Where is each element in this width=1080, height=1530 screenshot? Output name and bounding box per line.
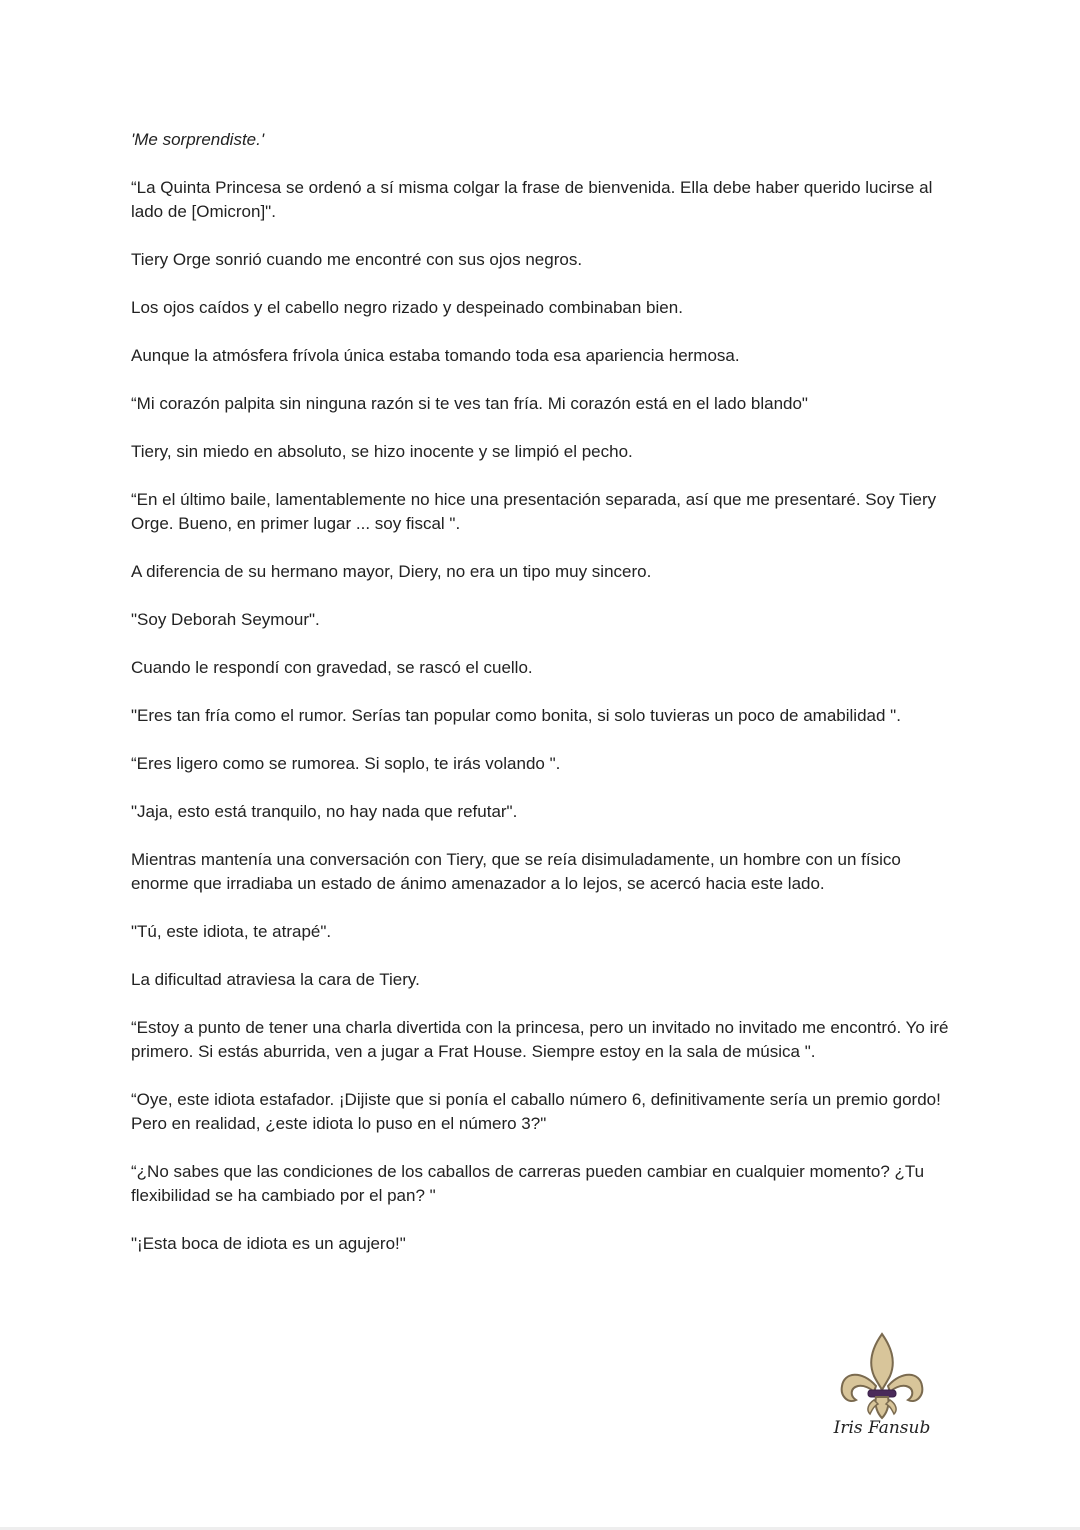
paragraph: "Tú, este idiota, te atrapé".: [131, 922, 332, 941]
paragraph: Mientras mantenía una conversación con Tiery, que se reía disimuladamente, un hombre con un físico enorme que irradiaba un estado de ánimo amenazador a lo lejos, se acercó hacia este lado.: [131, 850, 901, 893]
paragraph: "¡Esta boca de idiota es un agujero!": [131, 1234, 406, 1253]
paragraph: La dificultad atraviesa la cara de Tiery.: [131, 970, 420, 989]
paragraph: Cuando le respondí con gravedad, se rascó el cuello.: [131, 658, 533, 677]
paragraph: Tiery Orge sonrió cuando me encontré con sus ojos negros.: [131, 250, 583, 269]
paragraph: “La Quinta Princesa se ordenó a sí misma colgar la frase de bienvenida. Ella debe haber querido lucirse al lado de [Omicron]".: [131, 178, 933, 221]
paragraph: "Soy Deborah Seymour".: [131, 610, 320, 629]
paragraph: Aunque la atmósfera frívola única estaba tomando toda esa apariencia hermosa.: [131, 346, 740, 365]
paragraph: “Oye, este idiota estafador. ¡Dijiste que si ponía el caballo número 6, definitivamente sería un premio gordo! Pero en realidad, ¿este idiota lo puso en el número 3?": [131, 1090, 941, 1133]
watermark-logo: [832, 1330, 932, 1445]
watermark-text: Iris Fansub: [833, 1418, 931, 1438]
paragraph: "Eres tan fría como el rumor. Serías tan popular como bonita, si solo tuvieras un poco de amabilidad ".: [131, 706, 901, 725]
paragraph: Tiery, sin miedo en absoluto, se hizo inocente y se limpió el pecho.: [131, 442, 633, 461]
paragraph: “Mi corazón palpita sin ninguna razón si te ves tan fría. Mi corazón está en el lado blando": [131, 394, 808, 413]
paragraph: 'Me sorprendiste.': [131, 130, 265, 149]
paragraph: A diferencia de su hermano mayor, Diery, no era un tipo muy sincero.: [131, 562, 652, 581]
paragraph: "Jaja, esto está tranquilo, no hay nada que refutar".: [131, 802, 518, 821]
paragraph: “En el último baile, lamentablemente no hice una presentación separada, así que me presentaré. Soy Tiery Orge. Bueno, en primer lugar ... soy fiscal ".: [131, 490, 937, 533]
paragraph: “Estoy a punto de tener una charla divertida con la princesa, pero un invitado no invitado me encontró. Yo iré primero. Si estás aburrida, ven a jugar a Frat House. Siempre estoy en la sala de música ".: [131, 1018, 949, 1061]
paragraph: Los ojos caídos y el cabello negro rizado y despeinado combinaban bien.: [131, 298, 683, 317]
paragraph: “Eres ligero como se rumorea. Si soplo, te irás volando ".: [131, 754, 561, 773]
fleur-de-lis-icon: [832, 1330, 932, 1420]
paragraph: “¿No sabes que las condiciones de los caballos de carreras pueden cambiar en cualquier momento? ¿Tu flexibilidad se ha cambiado por el pan? ": [131, 1162, 925, 1205]
document-body: [131, 128, 951, 1280]
